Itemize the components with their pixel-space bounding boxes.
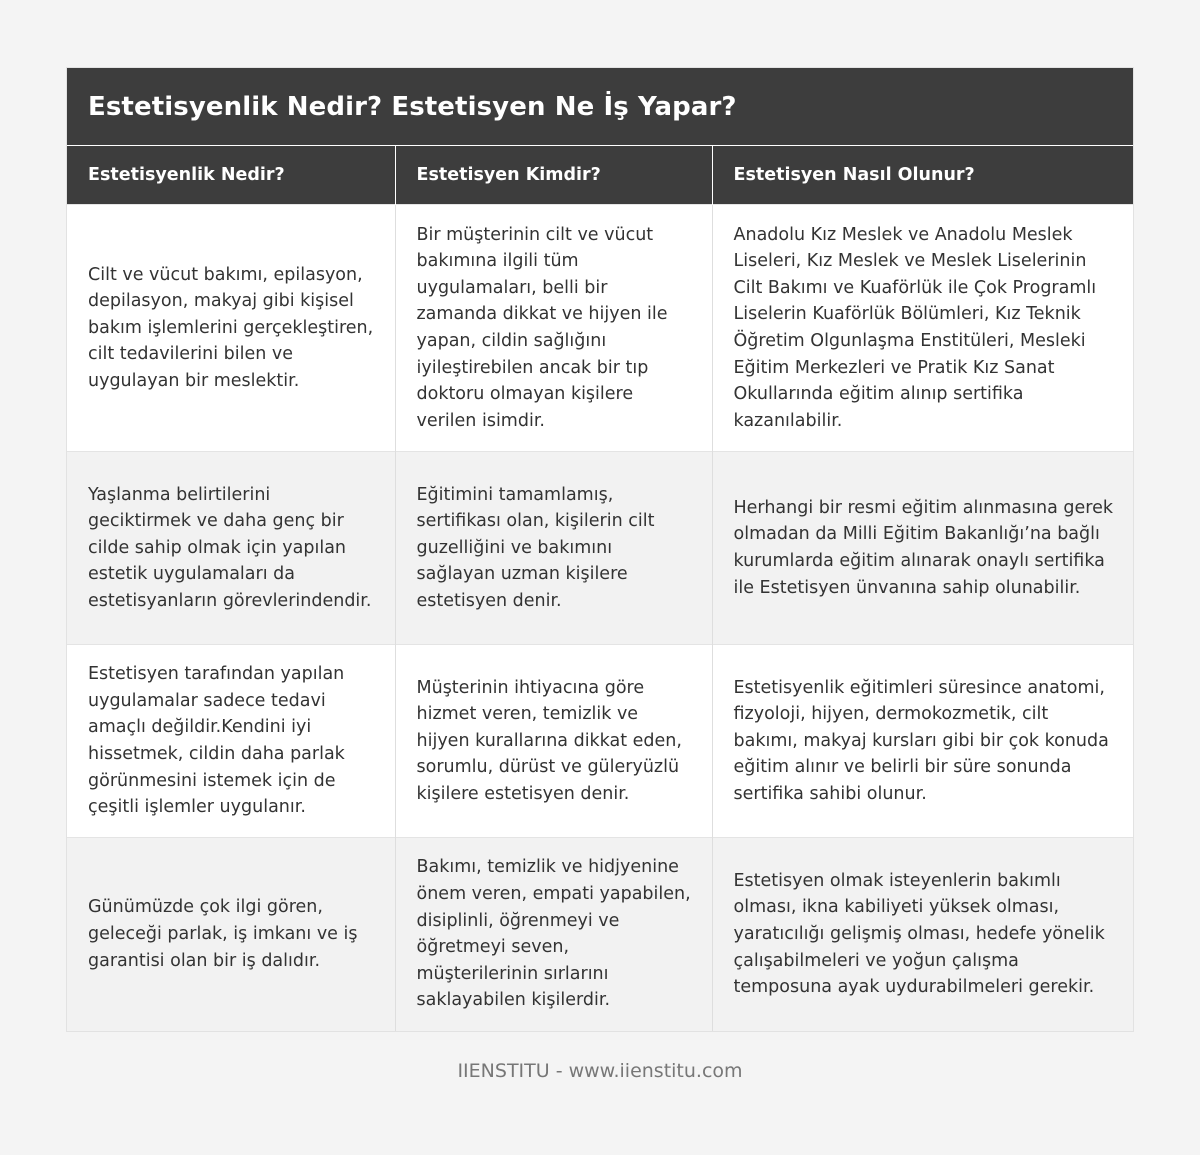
table-cell: Cilt ve vücut bakımı, epilasyon, depilasyon, makyaj gibi kişisel bakım işlemlerini gerçekleştiren, cilt tedavilerini bilen ve uygulayan bir meslektir. (67, 205, 395, 452)
table-cell: Anadolu Kız Meslek ve Anadolu Meslek Liseleri, Kız Meslek ve Meslek Liselerinin Cilt Bakımı ve Kuaförlük ile Çok Programlı Liselerin Kuaförlük Bölümleri, Kız Teknik Öğretim Olgunlaşma Enstitüleri, Mesleki Eğitim Merkezleri ve Pratik Kız Sanat Okullarında eğitim alınıp sertifika kazanılabilir. (712, 205, 1133, 452)
table-cell: Estetisyen olmak isteyenlerin bakımlı olması, ikna kabiliyeti yüksek olması, yaratıcılığı gelişmiş olması, hedefe yönelik çalışabilmeleri ve yoğun çalışma temposuna ayak uydurabilmeleri gerekir. (712, 838, 1133, 1031)
table-cell: Müşterinin ihtiyacına göre hizmet veren, temizlik ve hijyen kurallarına dikkat eden, sorumlu, dürüst ve güleryüzlü kişilere estetisyen denir. (395, 645, 712, 838)
table-cell: Günümüzde çok ilgi gören, geleceği parlak, iş imkanı ve iş garantisi olan bir iş dalıdır. (67, 838, 395, 1031)
table-cell: Estetisyenlik eğitimleri süresince anatomi, fizyoloji, hijyen, dermokozmetik, cilt bakımı, makyaj kursları gibi bir çok konuda eğitim alınır ve belirli bir süre sonunda sertifika sahibi olunur. (712, 645, 1133, 838)
table-cell: Eğitimini tamamlamış, sertifikası olan, kişilerin cilt guzelliğini ve bakımını sağlayan uzman kişilere estetisyen denir. (395, 452, 712, 645)
table-cell: Herhangi bir resmi eğitim alınmasına gerek olmadan da Milli Eğitim Bakanlığı’na bağlı kurumlarda eğitim alınarak onaylı sertifika ile Estetisyen ünvanına sahip olunabilir. (712, 452, 1133, 645)
page-title: Estetisyenlik Nedir? Estetisyen Ne İş Yapar? (88, 91, 737, 122)
table-row (67, 205, 1133, 452)
column-header-estetisyenlik-nedir: Estetisyenlik Nedir? (67, 146, 395, 205)
table-cell: Estetisyen tarafından yapılan uygulamalar sadece tedavi amaçlı değildir.Kendini iyi hissetmek, cildin daha parlak görünmesini istemek için de çeşitli işlemler uygulanır. (67, 645, 395, 838)
footer-credit: IIENSTITU - www.iienstitu.com (457, 1060, 743, 1082)
column-header-estetisyen-nasil-olunur: Estetisyen Nasıl Olunur? (712, 146, 1133, 205)
table-row (67, 838, 1133, 1031)
column-header-estetisyen-kimdir: Estetisyen Kimdir? (395, 146, 712, 205)
table-title-bar (67, 68, 1133, 145)
table-row (67, 645, 1133, 838)
table-cell: Bakımı, temizlik ve hidjyenine önem veren, empati yapabilen, disiplinli, öğrenmeyi ve öğretmeyi seven, müşterilerinin sırlarını saklayabilen kişilerdir. (395, 838, 712, 1031)
table-row (67, 452, 1133, 645)
info-table-card (67, 68, 1133, 1031)
table-cell: Yaşlanma belirtilerini geciktirmek ve daha genç bir cilde sahip olmak için yapılan estetik uygulamaları da estetisyanların görevlerindendir. (67, 452, 395, 645)
info-table (67, 145, 1133, 1031)
table-cell: Bir müşterinin cilt ve vücut bakımına ilgili tüm uygulamaları, belli bir zamanda dikkat ve hijyen ile yapan, cildin sağlığını iyileştirebilen ancak bir tıp doktoru olmayan kişilere verilen isimdir. (395, 205, 712, 452)
table-header-row (67, 146, 1133, 205)
